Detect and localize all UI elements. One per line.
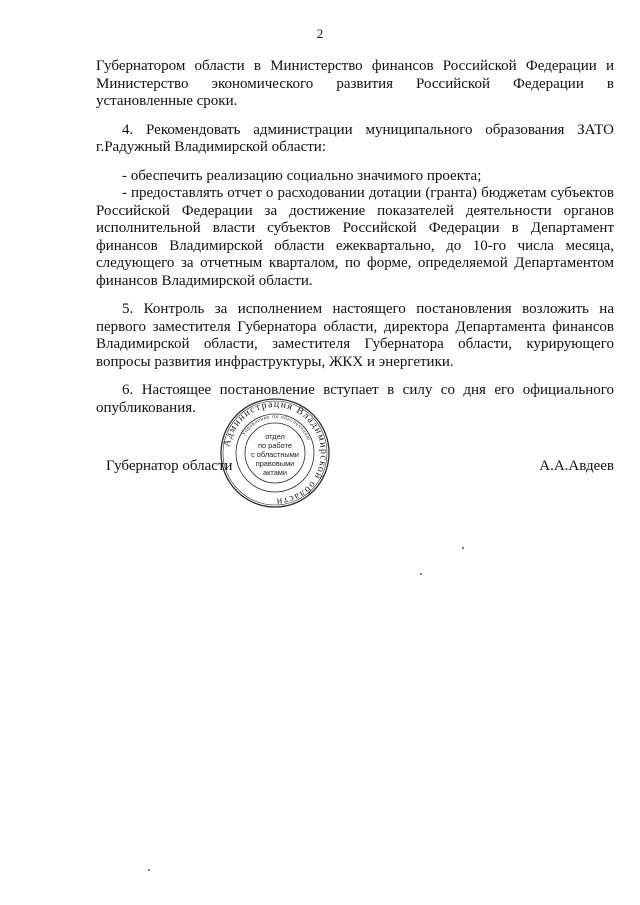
signatory-name: А.А.Авдеев — [539, 458, 614, 474]
signatory-title: Губернатор области — [106, 458, 233, 474]
page-number: 2 — [316, 26, 324, 41]
paragraph-4-item-1: - обеспечить реализацию социально значимого проекта; — [122, 167, 482, 184]
paragraph-3-continuation: Губернатором области в Министерство финансов Российской Федерации и Министерство экономического развития Российской Федерации в установленные сроки. — [96, 58, 614, 109]
scan-speck — [462, 547, 464, 549]
stamp-center-line-1: отдел — [265, 432, 285, 441]
paragraph-4: 4. Рекомендовать администрации муниципального образования ЗАТО г.Радужный Владимирской области: — [96, 121, 614, 155]
paragraph-4-item-2: - предоставлять отчет о расходовании дотации (гранта) бюджетам субъектов Российской Федерации за достижение показателей деятельности органов исполнительной власти субъектов Российской Федерации в Департамент финансов Владимирской области ежеквартально, до 10-го числа месяца, следующего за отчетным кварталом, по форме, определяемой Департаментом финансов Владимирской области. — [96, 185, 614, 289]
document-body — [96, 58, 614, 428]
paragraph-6: 6. Настоящее постановление вступает в силу со дня его официального опубликования. — [96, 382, 614, 416]
paragraph-5: 5. Контроль за исполнением настоящего постановления возложить на первого заместителя Губернатора области, директора Департамента финансов Владимирской области, заместителя Губернатора области, курирующего вопросы развития инфраструктуры, ЖКХ и энергетики. — [96, 301, 614, 370]
stamp-center-line-2: по работе — [258, 441, 292, 450]
scan-speck — [420, 573, 422, 575]
stamp-inner-text: Управление по обеспечению — [240, 413, 312, 442]
official-stamp — [219, 397, 331, 509]
signature-block — [96, 458, 614, 478]
scan-speck — [148, 869, 150, 871]
stamp-center-line-4: правовыми — [255, 459, 295, 468]
stamp-center-line-5: актами — [262, 468, 288, 477]
stamp-outer-text: Администрация Владимирской области — [221, 398, 330, 508]
stamp-center-line-3: с областными — [251, 450, 299, 459]
